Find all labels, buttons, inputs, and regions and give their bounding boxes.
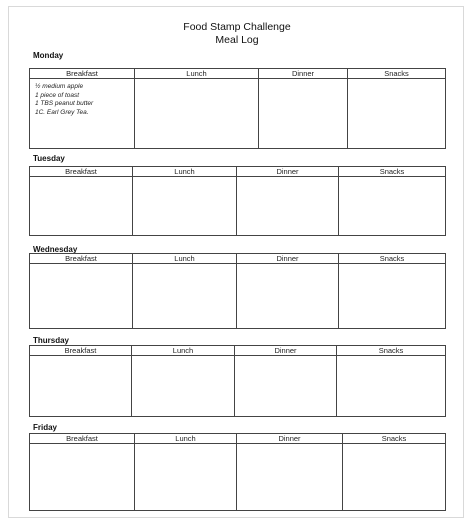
- day-label-tuesday: Tuesday: [33, 154, 65, 163]
- meal-entry: 1 TBS peanut butter: [35, 100, 94, 107]
- cell-dinner[interactable]: [235, 356, 337, 417]
- table-header-row: [30, 254, 446, 264]
- cell-lunch[interactable]: [133, 264, 237, 329]
- column-header-breakfast: Breakfast: [30, 254, 133, 264]
- column-header-dinner: Dinner: [259, 69, 348, 79]
- day-label-wednesday: Wednesday: [33, 245, 78, 254]
- column-header-dinner: Dinner: [237, 254, 339, 264]
- meal-entry: ½ medium apple: [35, 83, 84, 90]
- day-label-thursday: Thursday: [33, 336, 70, 345]
- column-header-snacks: Snacks: [337, 346, 446, 356]
- cell-dinner[interactable]: [237, 444, 343, 511]
- column-header-dinner: Dinner: [235, 346, 337, 356]
- day-label-friday: Friday: [33, 423, 58, 432]
- cell-snacks[interactable]: [339, 177, 446, 236]
- table-header-row: [30, 434, 446, 444]
- cell-breakfast[interactable]: [30, 79, 135, 149]
- cell-lunch[interactable]: [132, 356, 235, 417]
- table-header-row: [30, 69, 446, 79]
- table-header-row: [30, 346, 446, 356]
- cell-snacks[interactable]: [348, 79, 446, 149]
- cell-breakfast[interactable]: [30, 356, 132, 417]
- cell-lunch[interactable]: [135, 444, 237, 511]
- title-line-1: Food Stamp Challenge: [183, 21, 291, 33]
- title-line-2: Meal Log: [215, 34, 259, 46]
- column-header-snacks: Snacks: [348, 69, 446, 79]
- column-header-dinner: Dinner: [237, 167, 339, 177]
- meal-table-tuesday: [29, 166, 446, 236]
- column-header-lunch: Lunch: [133, 167, 237, 177]
- column-header-dinner: Dinner: [237, 434, 343, 444]
- cell-snacks[interactable]: [339, 264, 446, 329]
- meal-table-wednesday: [29, 253, 446, 329]
- column-header-snacks: Snacks: [339, 254, 446, 264]
- cell-lunch[interactable]: [133, 177, 237, 236]
- meal-entry: 1C. Earl Grey Tea.: [35, 108, 89, 116]
- cell-breakfast[interactable]: [30, 177, 133, 236]
- cell-lunch[interactable]: [135, 79, 259, 149]
- column-header-lunch: Lunch: [135, 69, 259, 79]
- column-header-lunch: Lunch: [132, 346, 235, 356]
- meal-table-thursday: [29, 345, 446, 417]
- cell-snacks[interactable]: [343, 444, 446, 511]
- meal-entry: 1 piece of toast: [35, 91, 80, 99]
- column-header-breakfast: Breakfast: [30, 167, 133, 177]
- column-header-snacks: Snacks: [343, 434, 446, 444]
- document-title: [0, 21, 474, 47]
- cell-breakfast[interactable]: [30, 444, 135, 511]
- cell-dinner[interactable]: [237, 177, 339, 236]
- cell-breakfast[interactable]: [30, 264, 133, 329]
- column-header-lunch: Lunch: [135, 434, 237, 444]
- column-header-breakfast: Breakfast: [30, 434, 135, 444]
- table-row: [30, 264, 446, 329]
- column-header-breakfast: Breakfast: [30, 69, 135, 79]
- cell-dinner[interactable]: [237, 264, 339, 329]
- meal-table-friday: [29, 433, 446, 511]
- cell-dinner[interactable]: [259, 79, 348, 149]
- meal-table-monday: [29, 68, 446, 149]
- table-row: [30, 79, 446, 149]
- table-row: [30, 444, 446, 511]
- column-header-breakfast: Breakfast: [30, 346, 132, 356]
- table-row: [30, 356, 446, 417]
- column-header-lunch: Lunch: [133, 254, 237, 264]
- table-row: [30, 177, 446, 236]
- table-header-row: [30, 167, 446, 177]
- column-header-snacks: Snacks: [339, 167, 446, 177]
- day-label-monday: Monday: [33, 51, 64, 60]
- cell-snacks[interactable]: [337, 356, 446, 417]
